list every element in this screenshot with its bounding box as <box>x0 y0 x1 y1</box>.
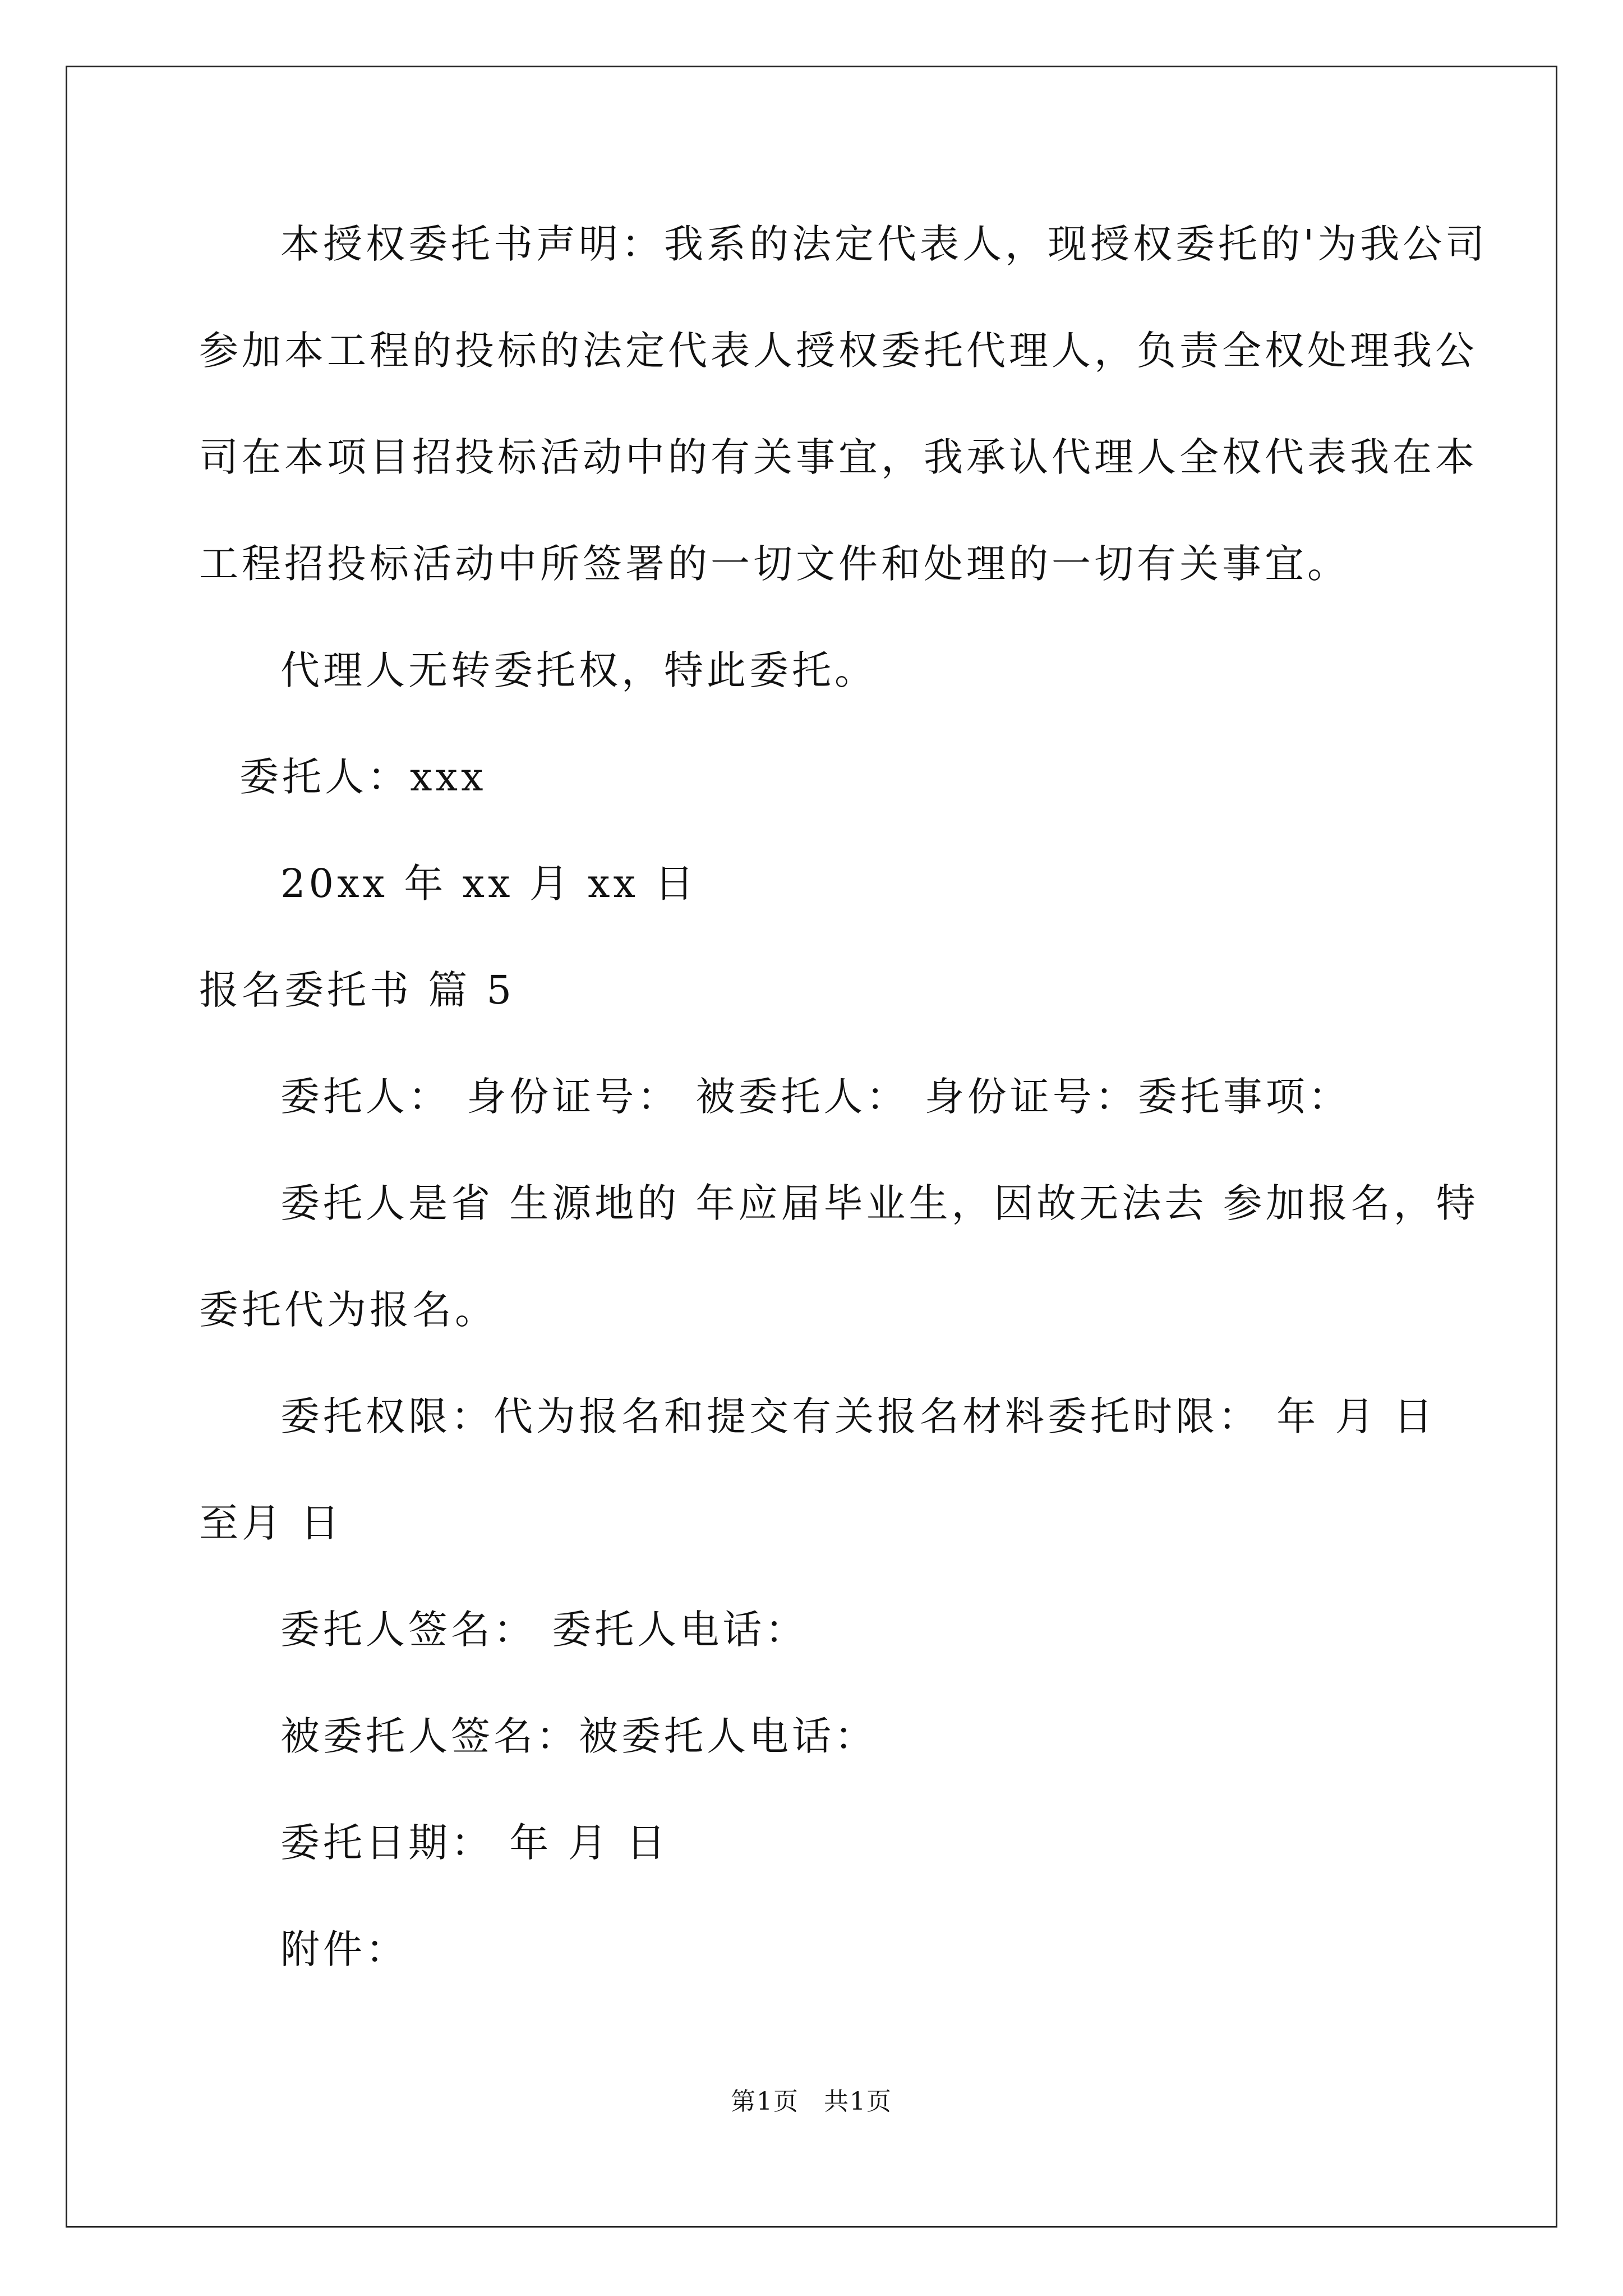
delegation-date-line: 委托日期： 年 月 日 <box>280 1820 669 1866</box>
date-line: 20xx 年 xx 月 xx 日 <box>280 861 698 907</box>
paragraph-authorization-line-3: 司在本项目招投标活动中的有关事宜，我承认代理人全权代表我在本 <box>199 434 1478 480</box>
page-number: 第1页 <box>731 2087 799 2116</box>
fields-line: 委托人： 身份证号： 被委托人： 身份证号：委托事项： <box>280 1074 1351 1120</box>
authority-scope-line-2: 至月 日 <box>199 1500 343 1546</box>
page-footer <box>0 2085 1623 2119</box>
paragraph-reason-line-1: 委托人是省 生源地的 年应届毕业生，因故无法去 参加报名，特 <box>280 1180 1479 1226</box>
paragraph-authorization-line-2: 参加本工程的投标的法定代表人授权委托代理人，负责全权处理我公 <box>199 328 1478 374</box>
authority-scope-line-1: 委托权限：代为报名和提交有关报名材料委托时限： 年 月 日 <box>280 1393 1436 1439</box>
page-border <box>66 66 1557 2228</box>
section-heading: 报名委托书 篇 5 <box>199 967 515 1013</box>
agent-signature-line: 被委托人签名：被委托人电话： <box>280 1713 877 1759</box>
page-total: 共1页 <box>824 2087 892 2116</box>
paragraph-no-subdelegation: 代理人无转委托权，特此委托。 <box>280 647 877 693</box>
principal-signature-line: 委托人签名： 委托人电话： <box>280 1607 808 1653</box>
paragraph-authorization-line-4: 工程招投标活动中所签署的一切文件和处理的一切有关事宜。 <box>199 541 1350 587</box>
attachment-line: 附件： <box>280 1926 408 1972</box>
principal-line: 委托人：xxx <box>239 754 487 800</box>
paragraph-reason-line-2: 委托代为报名。 <box>199 1287 497 1333</box>
paragraph-authorization-line-1: 本授权委托书声明：我系的法定代表人，现授权委托的'为我公司 <box>280 221 1488 267</box>
